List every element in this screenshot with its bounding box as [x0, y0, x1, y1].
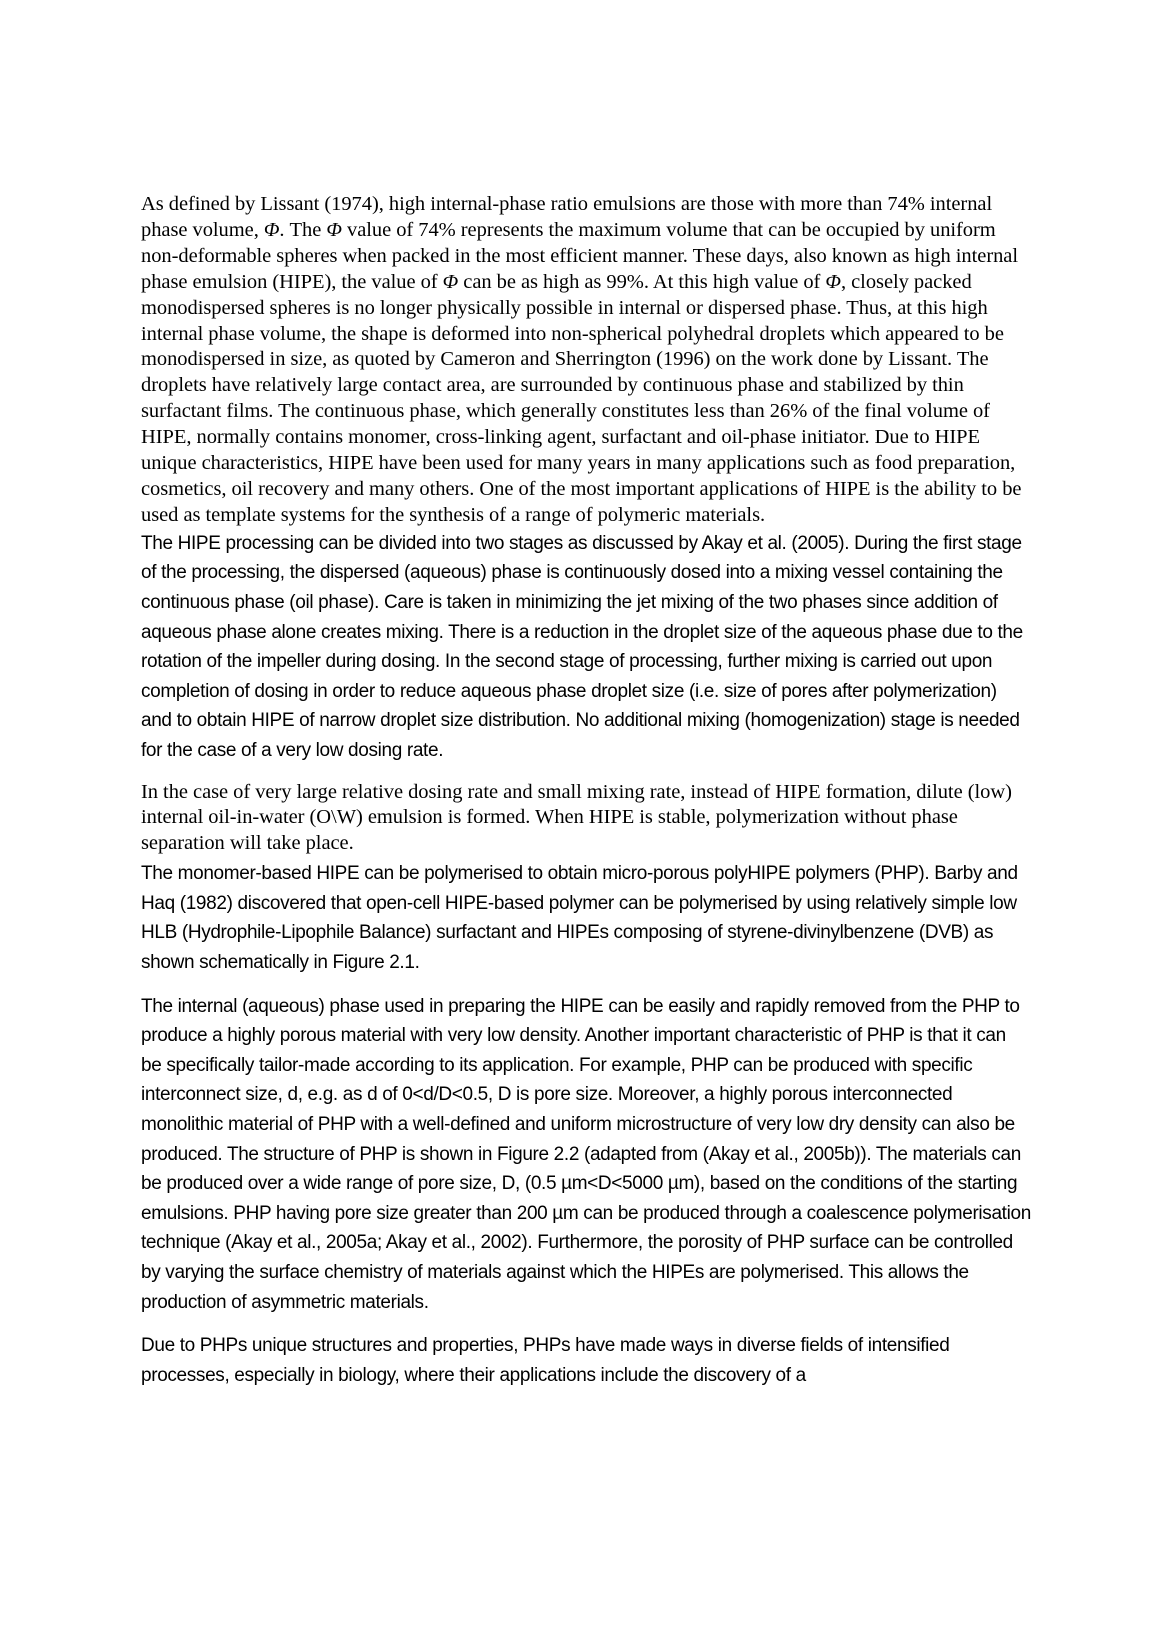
paragraph-php-structure: The internal (aqueous) phase used in preparing the HIPE can be easily and rapidly removed from the PHP to produce a highly porous material with very low density. Another important characteristic of PHP is that it can be specifically tailor-made according to its application. For example, PHP can be produced with specific interconnect size, d, e.g. as d of 0<d/D<0.5, D is pore size. Moreover, a highly porous interconnected monolithic material of PHP with a well-defined and uniform microstructure of very low dry density can also be produced. The structure of PHP is shown in Figure 2.2 (adapted from (Akay et al., 2005b)). The materials can be produced over a wide range of pore size, D, (0.5 µm<D<5000 µm), based on the conditions of the starting emulsions. PHP having pore size greater than 200 µm can be produced through a coalescence polymerisation technique (Akay et al., 2005a; Akay et al., 2002). Furthermore, the porosity of PHP surface can be controlled by varying the surface chemistry of materials against which the HIPEs are polymerised. This allows the production of asymmetric materials. [141, 995, 1031, 1313]
document-page [141, 192, 1031, 1390]
text-run: , closely packed monodispersed spheres is no longer physically possible in internal or dispersed phase. Thus, at this high internal phase volume, the shape is deformed into non-spherical polyhedral droplets which appeared to be monodispersed in size, as quoted by Cameron and Sherrington (1996) on the work done by Lissant. The droplets have relatively large contact area, are surrounded by continuous phase and stabilized by thin surfactant films. The continuous phase, which generally constitutes less than 26% of the final volume of HIPE, normally contains monomer, cross-linking agent, surfactant and oil-phase initiator. Due to HIPE unique characteristics, HIPE have been used for many years in many applications such as food preparation, cosmetics, oil recovery and many others. One of the most important applications of HIPE is the ability to be used as template systems for the synthesis of a range of polymeric materials. [141, 270, 1022, 526]
paragraph-php-applications: Due to PHPs unique structures and properties, PHPs have made ways in diverse fields of intensified processes, especially in biology, where their applications include the discovery of a [141, 1335, 950, 1386]
phi-symbol: Φ [825, 270, 841, 293]
paragraph-hipe-processing: The HIPE processing can be divided into two stages as discussed by Akay et al. (2005). During the first stage of the processing, the dispersed (aqueous) phase is continuously dosed into a mixing vessel containing the continuous phase (oil phase). Care is taken in minimizing the jet mixing of the two phases since addition of aqueous phase alone creates mixing. There is a reduction in the droplet size of the aqueous phase due to the rotation of the impeller during dosing. In the second stage of processing, further mixing is carried out upon completion of dosing in order to reduce aqueous phase droplet size (i.e. size of pores after polymerization) and to obtain HIPE of narrow droplet size distribution. No additional mixing (homogenization) stage is needed for the case of a very low dosing rate. [141, 532, 1023, 761]
text-run: value of 74% represents the maximum volume that can be occupied by uniform non-deformable spheres when packed in the most efficient manner. These days, also known as high internal phase emulsion (HIPE), the value of [141, 218, 1019, 293]
paragraph-dosing-rate: In the case of very large relative dosing rate and small mixing rate, instead of HIPE formation, dilute (low) internal oil-in-water (O\W) emulsion is formed. When HIPE is stable, polymerization without phase separation will take place. [141, 780, 1012, 855]
phi-symbol: Φ [326, 218, 342, 241]
text-run: can be as high as 99%. At this high value of [458, 270, 826, 293]
phi-symbol: Φ [442, 270, 459, 293]
paragraph-hipe-definition [141, 192, 1031, 529]
text-run: . The [279, 218, 327, 241]
phi-symbol: Φ [263, 218, 280, 241]
paragraph-polymerisation: The monomer-based HIPE can be polymerised to obtain micro-porous polyHIPE polymers (PHP). Barby and Haq (1982) discovered that open-cell HIPE-based polymer can be polymerised by using relatively simple low HLB (Hydrophile-Lipophile Balance) surfactant and HIPEs composing of styrene-divinylbenzene (DVB) as shown schematically in Figure 2.1. [141, 863, 1018, 974]
text-run: As defined by Lissant (1974), high internal-phase ratio emulsions are those with more than 74% internal phase volume, [141, 193, 993, 241]
